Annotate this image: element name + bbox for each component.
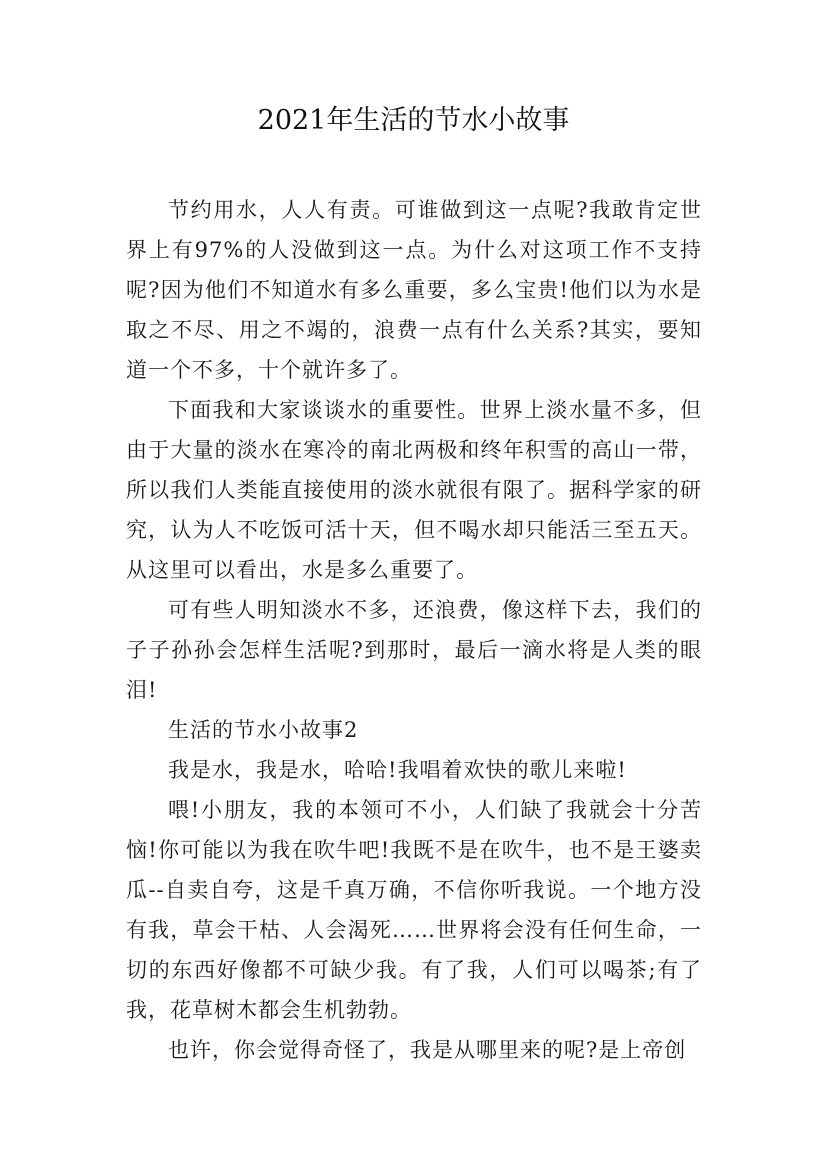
document-body <box>126 190 702 1070</box>
paragraph: 下面我和大家谈谈水的重要性。世界上淡水量不多，但由于大量的淡水在寒冷的南北两极和终年积雪的高山一带，所以我们人类能直接使用的淡水就很有限了。据科学家的研究，认为人不吃饭可活十天，但不喝水却只能活三至五天。从这里可以看出，水是多么重要了。 <box>126 398 702 582</box>
paragraph: 节约用水，人人有责。可谁做到这一点呢?我敢肯定世界上有97%的人没做到这一点。为什么对这项工作不支持呢?因为他们不知道水有多么重要，多么宝贵!他们以为水是取之不尽、用之不竭的，浪费一点有什么关系?其实，要知道一个不多，十个就许多了。 <box>126 198 702 382</box>
paragraph: 可有些人明知淡水不多，还浪费，像这样下去，我们的子子孙孙会怎样生活呢?到那时，最后一滴水将是人类的眼泪! <box>126 598 702 702</box>
paragraph: 喂!小朋友，我的本领可不小，人们缺了我就会十分苦恼!你可能以为我在吹牛吧!我既不是在吹牛，也不是王婆卖瓜--自卖自夸，这是千真万确，不信你听我说。一个地方没有我，草会干枯、人会渴死……世界将会没有任何生命，一切的东西好像都不可缺少我。有了我，人们可以喝茶;有了我，花草树木都会生机勃勃。 <box>126 798 702 1022</box>
paragraph: 也许，你会觉得奇怪了，我是从哪里来的呢?是上帝创 <box>168 1038 687 1062</box>
document-title: 2021年生活的节水小故事 <box>257 105 570 136</box>
section-heading: 生活的节水小故事2 <box>168 718 359 742</box>
paragraph: 我是水，我是水，哈哈!我唱着欢快的歌儿来啦! <box>168 758 627 782</box>
